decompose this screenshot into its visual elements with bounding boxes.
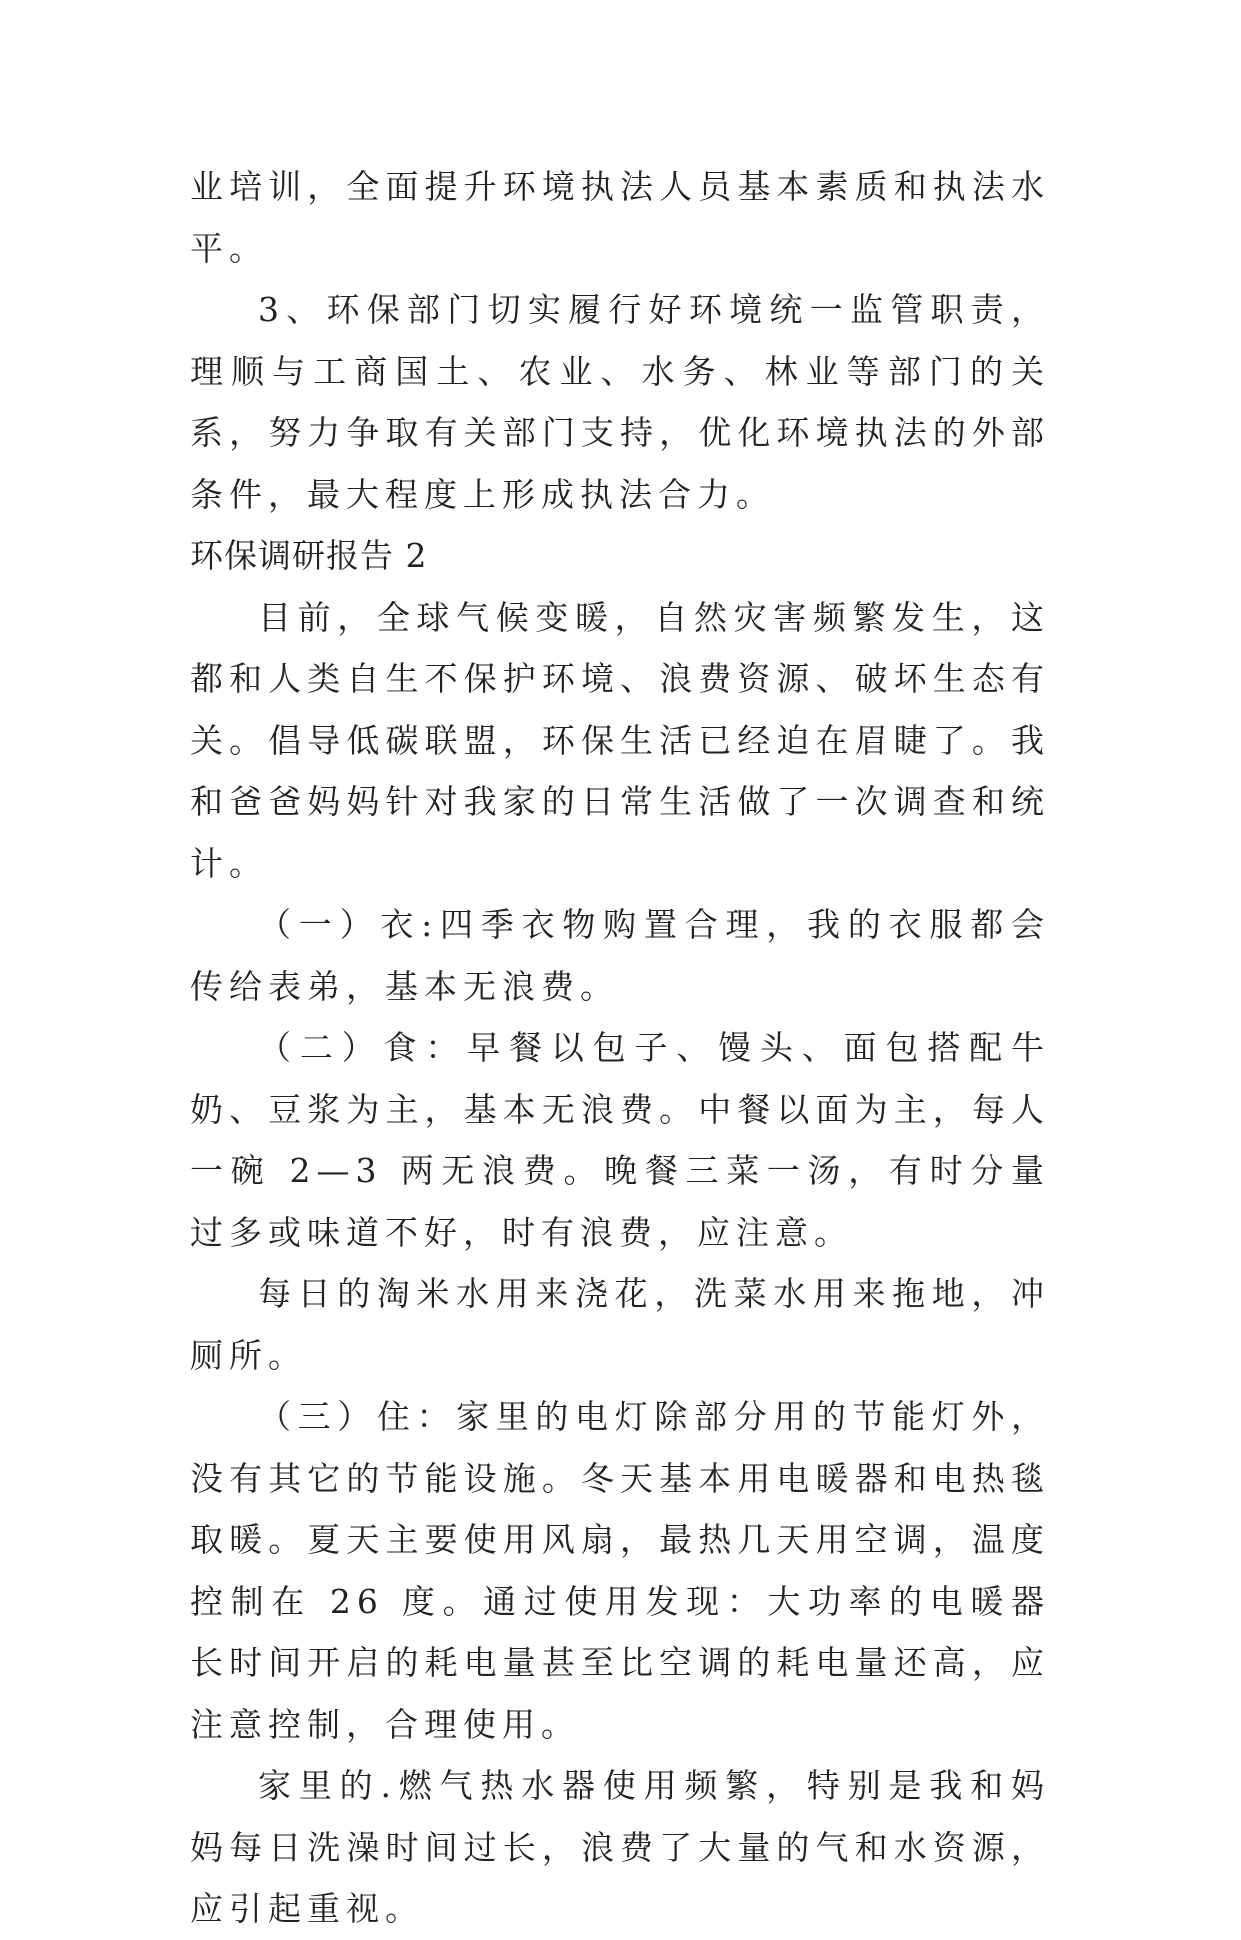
paragraph-intro: 目前，全球气候变暖，自然灾害频繁发生，这都和人类自生不保护环境、浪费资源、破坏生态有关。倡导低碳联盟，环保生活已经迫在眉睫了。我和爸爸妈妈针对我家的日常生活做了一次调查和统计。 [190,597,1050,883]
paragraph-water-heater: 家里的.燃气热水器使用频繁，特别是我和妈妈每日洗澡时间过长，浪费了大量的气和水资源，应引起重视。 [190,1766,1050,1928]
paragraph-housing: （三）住：家里的电灯除部分用的节能灯外，没有其它的节能设施。冬天基本用电暖器和电热毯取暖。夏天主要使用风扇，最热几天用空调，温度控制在 26 度。通过使用发现：大功率的电暖器长时间开启的耗电量甚至比空调的耗电量还高，应注意控制，合理使用。 [190,1397,1050,1744]
paragraph-food: （二）食：早餐以包子、馒头、面包搭配牛奶、豆浆为主，基本无浪费。中餐以面为主，每人一碗 2—3 两无浪费。晚餐三菜一汤，有时分量过多或味道不好，时有浪费，应注意。 [190,1028,1050,1252]
paragraph-item-3: 3、环保部门切实履行好环境统一监管职责，理顺与工商国土、农业、水务、林业等部门的关系，努力争取有关部门支持，优化环境执法的外部条件，最大程度上形成执法合力。 [190,290,1050,514]
paragraph-clothing: （一）衣:四季衣物购置合理，我的衣服都会传给表弟，基本无浪费。 [190,905,1050,1006]
document-body [190,156,1050,1940]
section-heading: 环保调研报告 2 [190,536,428,575]
paragraph-training-end: 业培训，全面提升环境执法人员基本素质和执法水平。 [190,167,1050,268]
paragraph-water-reuse: 每日的淘米水用来浇花，洗菜水用来拖地，冲厕所。 [190,1274,1050,1375]
